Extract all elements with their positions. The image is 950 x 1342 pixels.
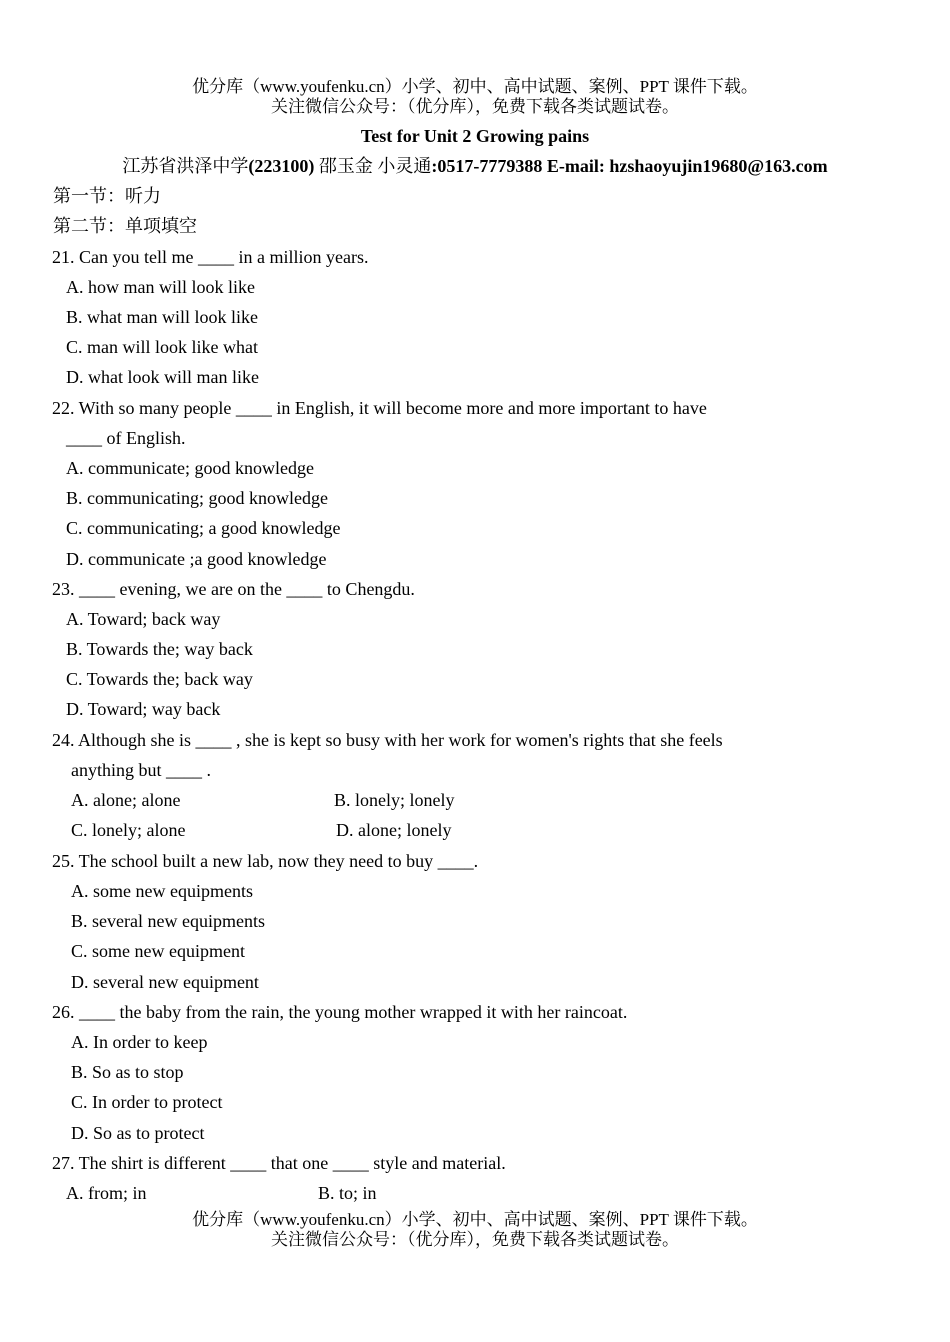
question-24-option-d: D. alone; lonely	[336, 820, 452, 840]
section-single-choice: 第二节：单项填空	[53, 216, 197, 236]
question-24-stem-continued: anything but ____ .	[71, 760, 211, 780]
question-24-option-a: A. alone; alone	[71, 790, 181, 810]
question-23-option-d: D. Toward; way back	[66, 699, 221, 719]
question-21-option-a: A. how man will look like	[66, 277, 255, 297]
author-line	[0, 155, 950, 177]
question-25-stem: 25. The school built a new lab, now they need to buy ____.	[52, 851, 479, 871]
question-26-stem: 26. ____ the baby from the rain, the young mother wrapped it with her raincoat.	[52, 1002, 628, 1022]
question-26-option-b: B. So as to stop	[71, 1062, 184, 1082]
question-21-option-c: C. man will look like what	[66, 337, 258, 357]
question-25-option-a: A. some new equipments	[71, 881, 253, 901]
question-24-option-c: C. lonely; alone	[71, 820, 186, 840]
question-22-stem-continued: ____ of English.	[66, 428, 186, 448]
question-23-option-c: C. Towards the; back way	[66, 669, 253, 689]
question-26-option-d: D. So as to protect	[71, 1123, 205, 1143]
question-23-option-b: B. Towards the; way back	[66, 639, 253, 659]
question-22-option-a: A. communicate; good knowledge	[66, 458, 314, 478]
author-postcode: (223100)	[248, 156, 315, 176]
question-22-stem: 22. With so many people ____ in English, it will become more and more important to have	[52, 398, 707, 418]
question-24-stem: 24. Although she is ____ , she is kept so busy with her work for women's rights that she feels	[52, 730, 723, 750]
question-22-option-b: B. communicating; good knowledge	[66, 488, 328, 508]
author-contact: :0517-7779388 E-mail: hzshaoyujin19680@163.com	[431, 156, 828, 176]
header-line-1: 优分库（www.youfenku.cn）小学、初中、高中试题、案例、PPT 课件下载。	[192, 77, 758, 96]
section-listening: 第一节：听力	[53, 186, 161, 206]
question-27-stem: 27. The shirt is different ____ that one ____ style and material.	[52, 1153, 506, 1173]
question-25-option-b: B. several new equipments	[71, 911, 265, 931]
question-21-option-d: D. what look will man like	[66, 367, 259, 387]
question-26-option-a: A. In order to keep	[71, 1032, 208, 1052]
header-line-2: 关注微信公众号：（优分库），免费下载各类试题试卷。	[271, 97, 679, 116]
footer-line-1: 优分库（www.youfenku.cn）小学、初中、高中试题、案例、PPT 课件下载。	[192, 1210, 758, 1229]
question-21-stem: 21. Can you tell me ____ in a million years.	[52, 247, 369, 267]
question-25-option-c: C. some new equipment	[71, 941, 245, 961]
question-23-stem: 23. ____ evening, we are on the ____ to Chengdu.	[52, 579, 415, 599]
question-22-option-d: D. communicate ;a good knowledge	[66, 549, 327, 569]
question-24-option-b: B. lonely; lonely	[334, 790, 455, 810]
question-23-option-a: A. Toward; back way	[66, 609, 221, 629]
question-25-option-d: D. several new equipment	[71, 972, 259, 992]
question-22-option-c: C. communicating; a good knowledge	[66, 518, 341, 538]
question-21-option-b: B. what man will look like	[66, 307, 258, 327]
question-27-option-a: A. from; in	[66, 1183, 147, 1203]
author-school: 江苏省洪泽中学	[122, 156, 249, 176]
footer-line-2: 关注微信公众号：（优分库），免费下载各类试题试卷。	[271, 1230, 679, 1249]
question-26-option-c: C. In order to protect	[71, 1092, 223, 1112]
page-title: Test for Unit 2 Growing pains	[360, 126, 590, 146]
author-name: 邵玉金 小灵通	[314, 156, 432, 176]
question-27-option-b: B. to; in	[318, 1183, 377, 1203]
